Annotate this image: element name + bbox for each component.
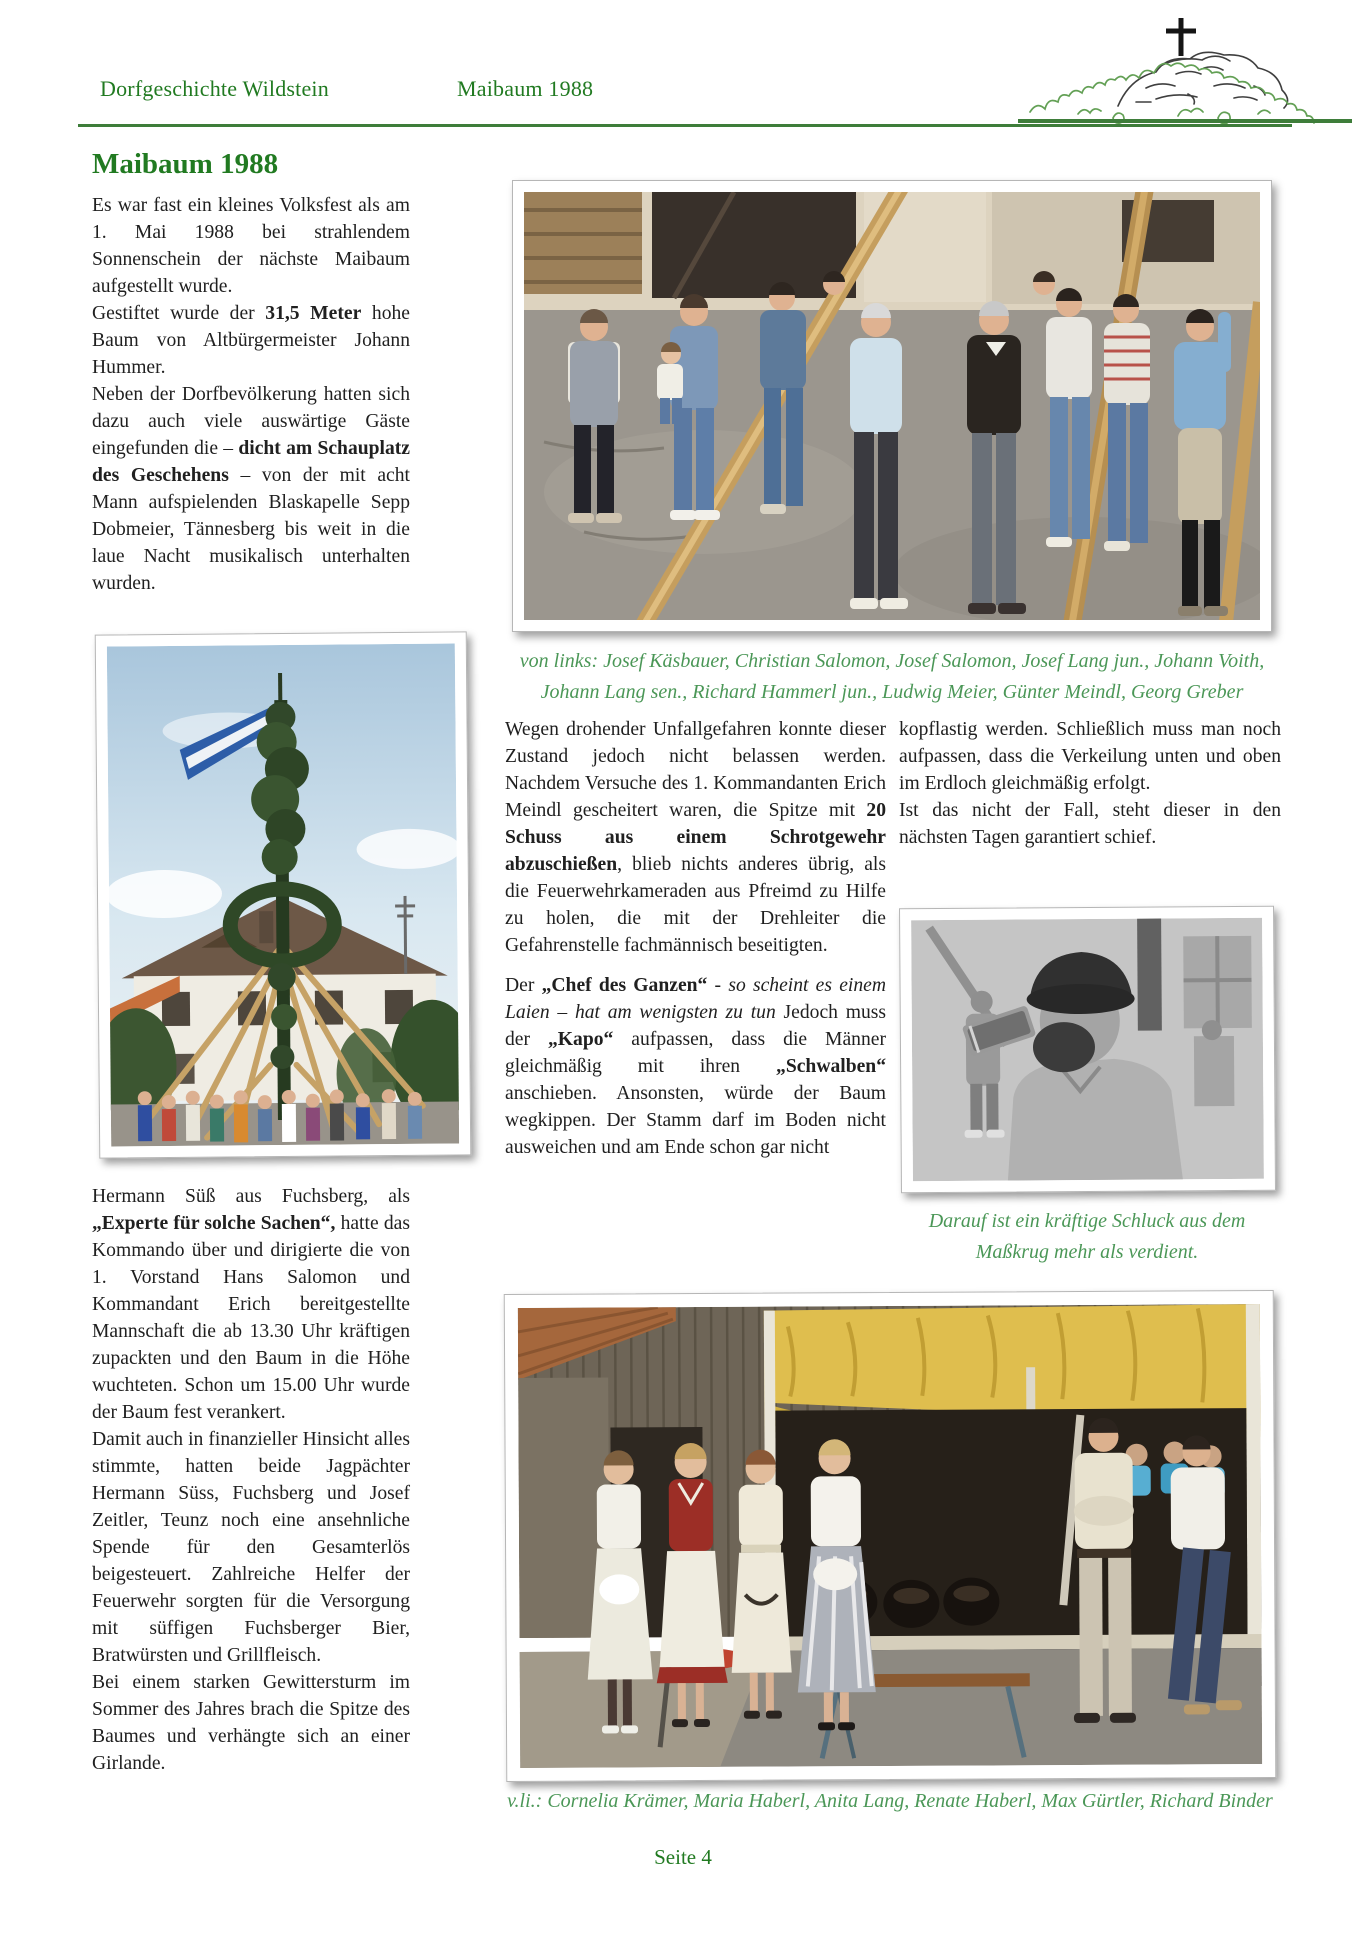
paragraph: Ist das nicht der Fall, steht dieser in den nächsten Tagen garantiert schief. [899, 800, 1281, 848]
article-title: Maibaum 1988 [92, 148, 279, 180]
photo-pole-carrying [512, 180, 1272, 632]
photo-caption-beer-drinker: Darauf ist ein kräftige Schluck aus dem Maßkrug mehr als verdient. [928, 1210, 1246, 1263]
photo-beer-drinker [899, 906, 1276, 1194]
paragraph: Hermann Süß aus Fuchsberg, als „Experte für solche Sachen“, hatte das Kommando über und dirigierte die von 1. Vorstand Hans Salomon und Kommandant Erich bereitgestellte Mannschaft die ab 13.30 Uhr kräftigen zupackten und den Baum in die Höhe wuchteten. Schon um 15.00 Uhr wurde der Baum fest verankert. [92, 1186, 410, 1423]
header-topic: Maibaum 1988 [457, 76, 594, 101]
paragraph: Wegen drohender Unfallgefahren konnte dieser Zustand jedoch nicht belassen werden. Nachdem Versuche des 1. Kommandanten Erich Meindl gescheitert waren, die Spitze mit 20 Schuss aus einem Schrotgewehr abzuschießen, blieb nichts anderes übrig, als die Feuerwehrkameraden aus Pfreimd zu Hilfe zu holen, die mit der Drehleiter die Gefahrenstelle fachmännisch beseitigten. [505, 719, 886, 956]
photo-maypole-raising [95, 631, 472, 1158]
paragraph: kopflastig werden. Schließlich muss man noch aufpassen, dass die Verkeilung unten und oben im Erdloch gleichmäßig erfolgt. [899, 719, 1281, 794]
photo-helpers-wagon [504, 1290, 1277, 1782]
photo-caption-helpers-wagon: v.li.: Cornelia Krämer, Maria Haberl, Anita Lang, Renate Haberl, Max Gürtler, Richard Binder [507, 1790, 1273, 1812]
paragraph: Der „Chef des Ganzen“ - so scheint es einem Laien – hat am wenigsten zu tun Jedoch muss der „Kapo“ aufpassen, dass die Männer gleichmäßig mit ihren „Schwalben“ anschieben. Ansonsten, würde der Baum wegkippen. Der Stamm darf im Boden nicht ausweichen und am Ende schon gar nicht [505, 975, 886, 1158]
header-section-title: Dorfgeschichte Wildstein [100, 76, 329, 101]
header-rule [78, 124, 1292, 127]
paragraph: Damit auch in finanzieller Hinsicht alles stimmte, hatten beide Jagpächter Hermann Süss, Fuchsberg und Josef Zeitler, Teunz noch eine ansehnliche Spende für den Gesamterlös beigesteuert. Zahlreiche Helfer der Feuerwehr sorgten für die Versorgung mit süffigen Fuchsberger Bier, Bratwürsten und Grillfleisch. [92, 1429, 410, 1666]
column-left-top [92, 192, 410, 597]
paragraph: Bei einem starken Gewittersturm im Sommer des Jahres brach die Spitze des Baumes und verhängte sich an einer Girlande. [92, 1672, 410, 1774]
paragraph: Es war fast ein kleines Volksfest als am 1. Mai 1988 bei strahlendem Sonnenschein der nächste Maibaum aufgestellt wurde. [92, 195, 410, 297]
beard [1033, 1022, 1095, 1072]
paragraph: Gestiftet wurde der 31,5 Meter hohe Baum von Altbürgermeister Johann Hummer. [92, 303, 410, 378]
column-middle [505, 716, 886, 1161]
column-right [899, 716, 1281, 851]
photo-caption-pole-carrying: von links: Josef Käsbauer, Christian Salomon, Josef Salomon, Josef Lang jun., Johann Voith, Johann Lang sen., Richard Hammerl jun., Ludwig Meier, Günter Meindl, Georg Greber [519, 650, 1265, 703]
page-number: Seite 4 [654, 1845, 712, 1869]
paragraph: Neben der Dorfbevölkerung hatten sich dazu auch viele auswärtige Gäste eingefunden die – dicht am Schauplatz des Geschehens – von der mit acht Mann aufspielenden Blaskapelle Sepp Dobmeier, Tännesberg bis weit in die laue Nacht musikalisch unterhalten wurden. [92, 384, 410, 594]
column-left-bottom [92, 1183, 410, 1777]
hill-with-cross-icon [1018, 6, 1352, 124]
